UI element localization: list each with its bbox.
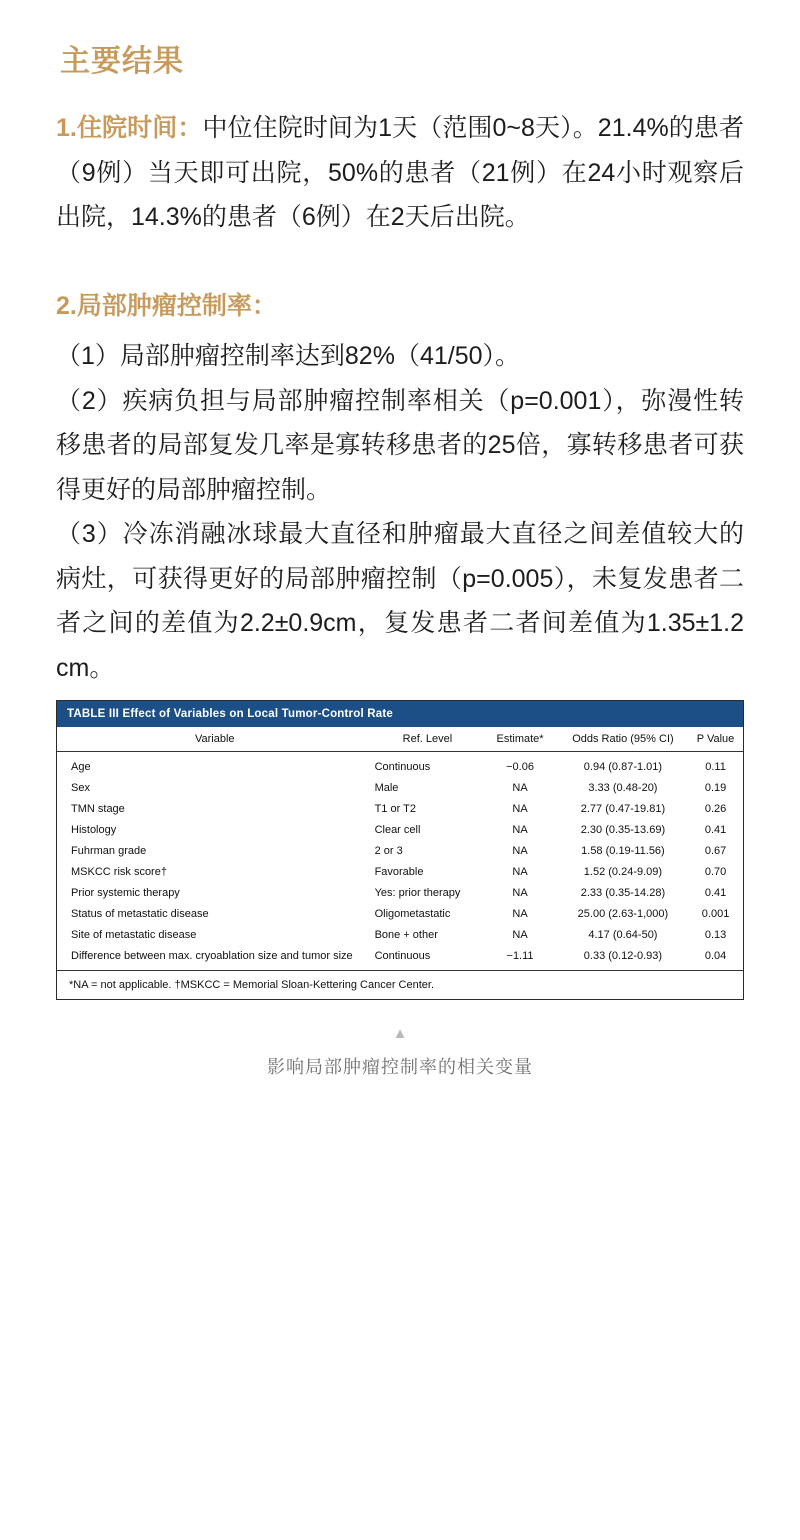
article-body (0, 0, 800, 690)
cell-p-value: 0.11 (705, 761, 726, 773)
cell-estimate: NA (512, 929, 528, 941)
cell-odds-ratio: 2.30 (0.35-13.69) (580, 824, 666, 836)
cell-p-value: 0.001 (701, 908, 730, 920)
cell-estimate: NA (512, 866, 528, 878)
cell-variable: Site of metastatic disease (71, 929, 197, 941)
spacer (56, 250, 744, 284)
table-row (57, 778, 743, 799)
cell-p-value: 0.26 (704, 803, 727, 815)
table-col-ref-level: Ref. Level (373, 727, 483, 752)
cell-ref-level: Favorable (374, 866, 424, 878)
caret-up-icon: ▲ (392, 1025, 408, 1042)
cell-estimate: NA (512, 908, 528, 920)
cell-estimate: NA (512, 803, 528, 815)
cell-ref-level: Male (374, 782, 399, 794)
cell-variable: TMN stage (71, 803, 125, 815)
cell-odds-ratio: 2.77 (0.47-19.81) (580, 803, 666, 815)
cell-ref-level: Continuous (374, 950, 431, 962)
cell-estimate: NA (512, 824, 528, 836)
cell-ref-level: Bone + other (374, 929, 438, 941)
cell-ref-level: T1 or T2 (374, 803, 416, 815)
cell-ref-level: 2 or 3 (374, 845, 403, 857)
cell-p-value: 0.41 (704, 887, 727, 899)
cell-ref-level: Clear cell (374, 824, 421, 836)
cell-odds-ratio: 0.94 (0.87-1.01) (583, 761, 663, 773)
table-col-estimate: Estimate* (482, 727, 557, 752)
table-row (57, 904, 743, 925)
cell-odds-ratio: 0.33 (0.12-0.93) (583, 950, 663, 962)
table-row (57, 946, 743, 971)
cell-p-value: 0.13 (704, 929, 727, 941)
results-table-card (56, 700, 744, 1000)
cell-ref-level: Yes: prior therapy (374, 887, 461, 899)
cell-estimate: −0.06 (506, 761, 534, 773)
cell-p-value: 0.67 (704, 845, 727, 857)
table-title: TABLE III Effect of Variables on Local Tumor-Control Rate (57, 701, 743, 727)
cell-odds-ratio: 3.33 (0.48-20) (588, 782, 658, 794)
cell-variable: MSKCC risk score† (71, 866, 167, 878)
cell-estimate: NA (512, 887, 528, 899)
cell-estimate: NA (512, 782, 528, 794)
table-col-odds-ratio: Odds Ratio (95% CI) (558, 727, 688, 752)
cell-variable: Histology (71, 824, 117, 836)
cell-odds-ratio: 2.33 (0.35-14.28) (580, 887, 666, 899)
cell-variable: Difference between max. cryoablation size and tumor size (71, 950, 353, 962)
cell-variable: Prior systemic therapy (71, 887, 180, 899)
table-row (57, 925, 743, 946)
cell-ref-level: Continuous (374, 761, 431, 773)
result-item-1-text (56, 106, 744, 240)
result-item-2-paragraph-3: （3）冷冻消融冰球最大直径和肿瘤最大直径之间差值较大的病灶，可获得更好的局部肿瘤控制（p=0.005），未复发患者二者之间的差值为2.2±0.9cm，复发患者二者间差值为1.35±1.2 cm。 (56, 520, 744, 682)
result-item-1-label: 1.住院时间： (56, 114, 203, 142)
result-item-1 (56, 106, 744, 240)
cell-p-value: 0.41 (704, 824, 727, 836)
result-item-2-label: 2.局部肿瘤控制率： (56, 291, 277, 320)
figure-caption: 影响局部肿瘤控制率的相关变量 (267, 1057, 533, 1077)
table-footnote: *NA = not applicable. †MSKCC = Memorial Sloan-Kettering Cancer Center. (57, 970, 743, 999)
table-header-row (57, 727, 743, 752)
cell-p-value: 0.19 (704, 782, 727, 794)
table-row (57, 883, 743, 904)
table-row (57, 841, 743, 862)
cell-variable: Status of metastatic disease (71, 908, 209, 920)
cell-estimate: −1.11 (506, 950, 534, 962)
table-row (57, 820, 743, 841)
table-row (57, 862, 743, 883)
cell-ref-level: Oligometastatic (374, 908, 451, 920)
table-col-p-value: P Value (688, 727, 743, 752)
cell-p-value: 0.70 (704, 866, 727, 878)
results-table (57, 727, 743, 970)
cell-odds-ratio: 1.52 (0.24-9.09) (583, 866, 663, 878)
table-col-variable: Variable (57, 727, 373, 752)
cell-odds-ratio: 4.17 (0.64-50) (588, 929, 658, 941)
result-item-2-paragraph-2: （2）疾病负担与局部肿瘤控制率相关（p=0.001），弥漫性转移患者的局部复发几率是寡转移患者的25倍，寡转移患者可获得更好的局部肿瘤控制。 (56, 386, 744, 504)
cell-variable: Age (71, 761, 91, 773)
result-item-2-paragraph-1: （1）局部肿瘤控制率达到82%（41/50）。 (56, 342, 521, 370)
page-title: 主要结果 (60, 45, 184, 78)
cell-variable: Fuhrman grade (71, 845, 147, 857)
cell-p-value: 0.04 (704, 950, 727, 962)
cell-variable: Sex (71, 782, 90, 794)
table-row (57, 799, 743, 820)
result-item-2 (56, 284, 744, 691)
result-item-2-heading (56, 284, 744, 329)
cell-odds-ratio: 25.00 (2.63-1,000) (577, 908, 669, 920)
cell-odds-ratio: 1.58 (0.19-11.56) (581, 845, 665, 857)
table-row (57, 752, 743, 778)
cell-estimate: NA (512, 845, 528, 857)
result-item-1-body: 中位住院时间为1天（范围0~8天）。21.4%的患者（9例）当天即可出院，50%的患者（21例）在24小时观察后出院，14.3%的患者（6例）在2天后出院。 (56, 114, 744, 231)
table-body (57, 752, 743, 971)
